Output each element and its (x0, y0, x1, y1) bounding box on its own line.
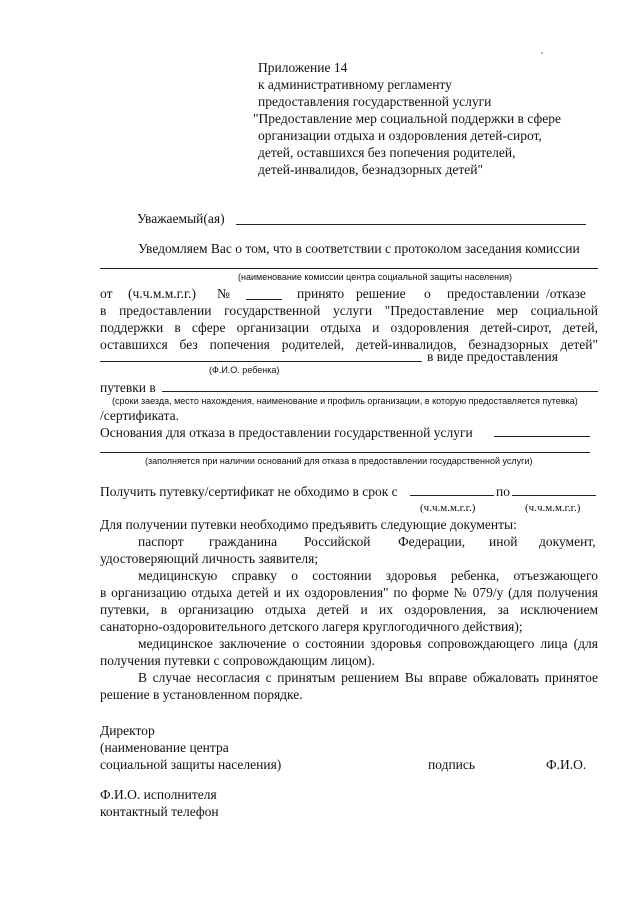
org-label: (наименование центра (100, 740, 229, 755)
commission-hint: (наименование комиссии центра социальной защиты населения) (238, 272, 513, 282)
signature-label: подпись (428, 757, 476, 772)
notice-word: /отказе (546, 286, 586, 301)
medical-line: в организацию отдыха детей и их оздоровления" по форме № 079/у (для получения (100, 585, 598, 600)
notice-line: в предоставлении государственной услуги "Предоставление мер социальной (100, 303, 598, 318)
notice-line: поддержки в сфере организации отдыха и оздоровления детей-сирот, детей, (100, 320, 598, 335)
appendix-line: организации отдыха и оздоровления детей-сирот, (258, 128, 542, 143)
refusal-line-2 (100, 452, 590, 453)
medical-line: санаторно-оздоровительного детского лагеря круглогодичного действия); (100, 619, 523, 634)
notice-from: от (100, 286, 113, 301)
passport-word: Российской (304, 534, 371, 549)
appendix-line: предоставления государственной услуги (258, 94, 492, 109)
notice-intro: Уведомляем Вас о том, что в соответствии с протоколом заседания комиссии (138, 241, 580, 256)
voucher-hint: (сроки заезда, место нахождения, наименование и профиль организации, в которую предоставляется путевка) (112, 396, 578, 406)
appendix-line: детей, оставшихся без попечения родителей, (258, 145, 516, 160)
addressee-line (236, 224, 586, 225)
notice-line: оставшихся без попечения родителей, детей-инвалидов, безнадзорных детей" (100, 337, 598, 352)
form-suffix: в виде предоставления (427, 349, 558, 364)
passport-word: гражданина (209, 534, 278, 549)
appendix-line: к административному регламенту (258, 77, 452, 92)
child-hint: (Ф.И.О. ребенка) (209, 365, 280, 375)
refusal-text: Основания для отказа в предоставлении государственной услуги (100, 425, 473, 440)
passport-word: иной (489, 534, 518, 549)
date-from-line (410, 495, 494, 496)
date-to-hint: (ч.ч.м.м.г.г.) (525, 502, 581, 514)
appeal-line: В случае несогласия с принятым решением Вы вправе обжаловать принятое (138, 670, 598, 685)
org-label: социальной защиты населения) (100, 757, 282, 772)
refusal-hint: (заполняется при наличии оснований для отказа в предоставлении государственной услуги) (145, 456, 533, 466)
refusal-line (494, 436, 590, 437)
receive-text: Получить путевку/сертификат не обходимо в срок с (100, 484, 398, 499)
notice-date: (ч.ч.м.м.г.г.) (128, 286, 196, 301)
number-line (246, 299, 282, 300)
medical-line: путевки, в организацию отдыха детей и их оздоровления, за исключением (100, 602, 598, 617)
date-to-line (512, 495, 596, 496)
appendix-line: "Предоставление мер социальной поддержки в сфере (253, 111, 561, 126)
voucher-prefix: путевки в (100, 380, 156, 395)
child-name-line (100, 361, 422, 362)
scan-speck (541, 52, 543, 54)
appendix-title: Приложение 14 (258, 60, 348, 75)
notice-word: принято (297, 286, 345, 301)
conclusion-line: медицинское заключение о состоянии здоровья сопровождающего лица (для (138, 636, 598, 651)
voucher-line (162, 391, 598, 392)
full-name-label: Ф.И.О. (546, 757, 587, 772)
receive-to: по (496, 484, 510, 499)
passport-word: документ, (539, 534, 596, 549)
greeting-label: Уважаемый(ая) (137, 211, 225, 226)
documents-intro: Для получении путевки необходимо предъявить следующие документы: (100, 517, 517, 532)
passport-word: Федерации, (398, 534, 466, 549)
notice-word: решение (356, 286, 406, 301)
executor-phone: контактный телефон (100, 804, 219, 819)
conclusion-line: получения путевки с сопровождающим лицом). (100, 653, 375, 668)
executor-name: Ф.И.О. исполнителя (100, 787, 217, 802)
passport-tail: удостоверяющий личность заявителя; (100, 551, 319, 566)
date-from-hint: (ч.ч.м.м.г.г.) (420, 502, 476, 514)
notice-word: предоставлении (447, 286, 540, 301)
notice-word: о (424, 286, 431, 301)
certificate-text: /сертификата. (100, 408, 179, 423)
appeal-line: решение в установленном порядке. (100, 687, 303, 702)
director-label: Директор (100, 723, 155, 738)
passport-word: паспорт (138, 534, 184, 549)
medical-line: медицинскую справку о состоянии здоровья ребенка, отъезжающего (138, 568, 598, 583)
appendix-line: детей-инвалидов, безнадзорных детей" (258, 162, 484, 177)
notice-number-sign: № (217, 286, 230, 301)
commission-line (100, 268, 598, 269)
